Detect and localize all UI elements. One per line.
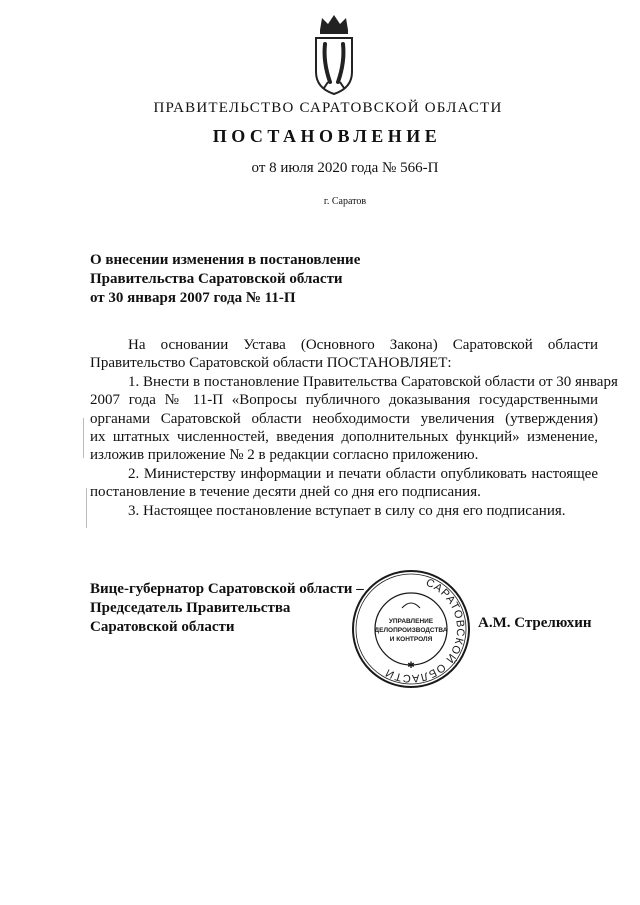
subject-line: Правительства Саратовской области (90, 271, 343, 287)
body-line: 1. Внести в постановление Правительства Саратовской области от 30 января (128, 373, 618, 390)
document-date-number: от 8 июля 2020 года № 566-П (251, 160, 439, 176)
body-line: На основании Устава (Основного Закона) Саратовской области (128, 337, 598, 353)
scan-margin-mark (83, 418, 84, 458)
item-1-paragraph (90, 373, 618, 465)
document-city: г. Саратов (323, 196, 367, 207)
position-line: Вице-губернатор Саратовской области – (90, 581, 364, 597)
subject-line: от 30 января 2007 года № 11-П (90, 290, 296, 306)
body-line: изложив приложение № 2 в редакции согласно приложению. (90, 447, 479, 464)
document-subject (90, 251, 450, 308)
body-line: 3. Настоящее постановление вступает в силу со дня его подписания. (128, 502, 566, 519)
svg-text:✱: ✱ (407, 660, 415, 670)
item-2-paragraph (90, 465, 598, 502)
seal-inner-line: УПРАВЛЕНИЕ (388, 618, 434, 625)
seal-inner-line: ДЕЛОПРОИЗВОДСТВА (374, 627, 448, 634)
seal-outer-text: САРАТОВСКОЙ ОБЛАСТИ (383, 576, 467, 685)
body-line: их штатных численностей, введения дополнительных функций» изменение, (90, 429, 598, 446)
position-line: Председатель Правительства (90, 600, 291, 616)
body-line: органами Саратовской области необходимости увеличения (утверждения) (90, 410, 598, 427)
signature-position (90, 580, 390, 637)
official-stamp-seal (350, 568, 472, 690)
document-type: ПОСТАНОВЛЕНИЕ (212, 126, 442, 146)
document-body (90, 336, 618, 520)
scan-margin-mark (86, 488, 87, 528)
subject-line: О внесении изменения в постановление (90, 252, 361, 268)
signer-name: А.М. Стрелюхин (478, 615, 592, 631)
seal-inner-line: И КОНТРОЛЯ (389, 636, 433, 643)
coat-of-arms-icon (310, 12, 358, 96)
preamble-paragraph (90, 336, 598, 373)
body-line: 2007 года № 11-П «Вопросы публичного доказывания государственными (90, 392, 598, 409)
position-line: Саратовской области (90, 619, 235, 635)
body-line: Правительство Саратовской области ПОСТАНОВЛЯЕТ: (90, 355, 452, 372)
body-line: 2. Министерству информации и печати области опубликовать настоящее (128, 465, 598, 482)
body-line: постановление в течение десяти дней со дня его подписания. (90, 484, 481, 501)
item-3-paragraph (90, 502, 598, 520)
organization-title: ПРАВИТЕЛЬСТВО САРАТОВСКОЙ ОБЛАСТИ (153, 100, 503, 116)
